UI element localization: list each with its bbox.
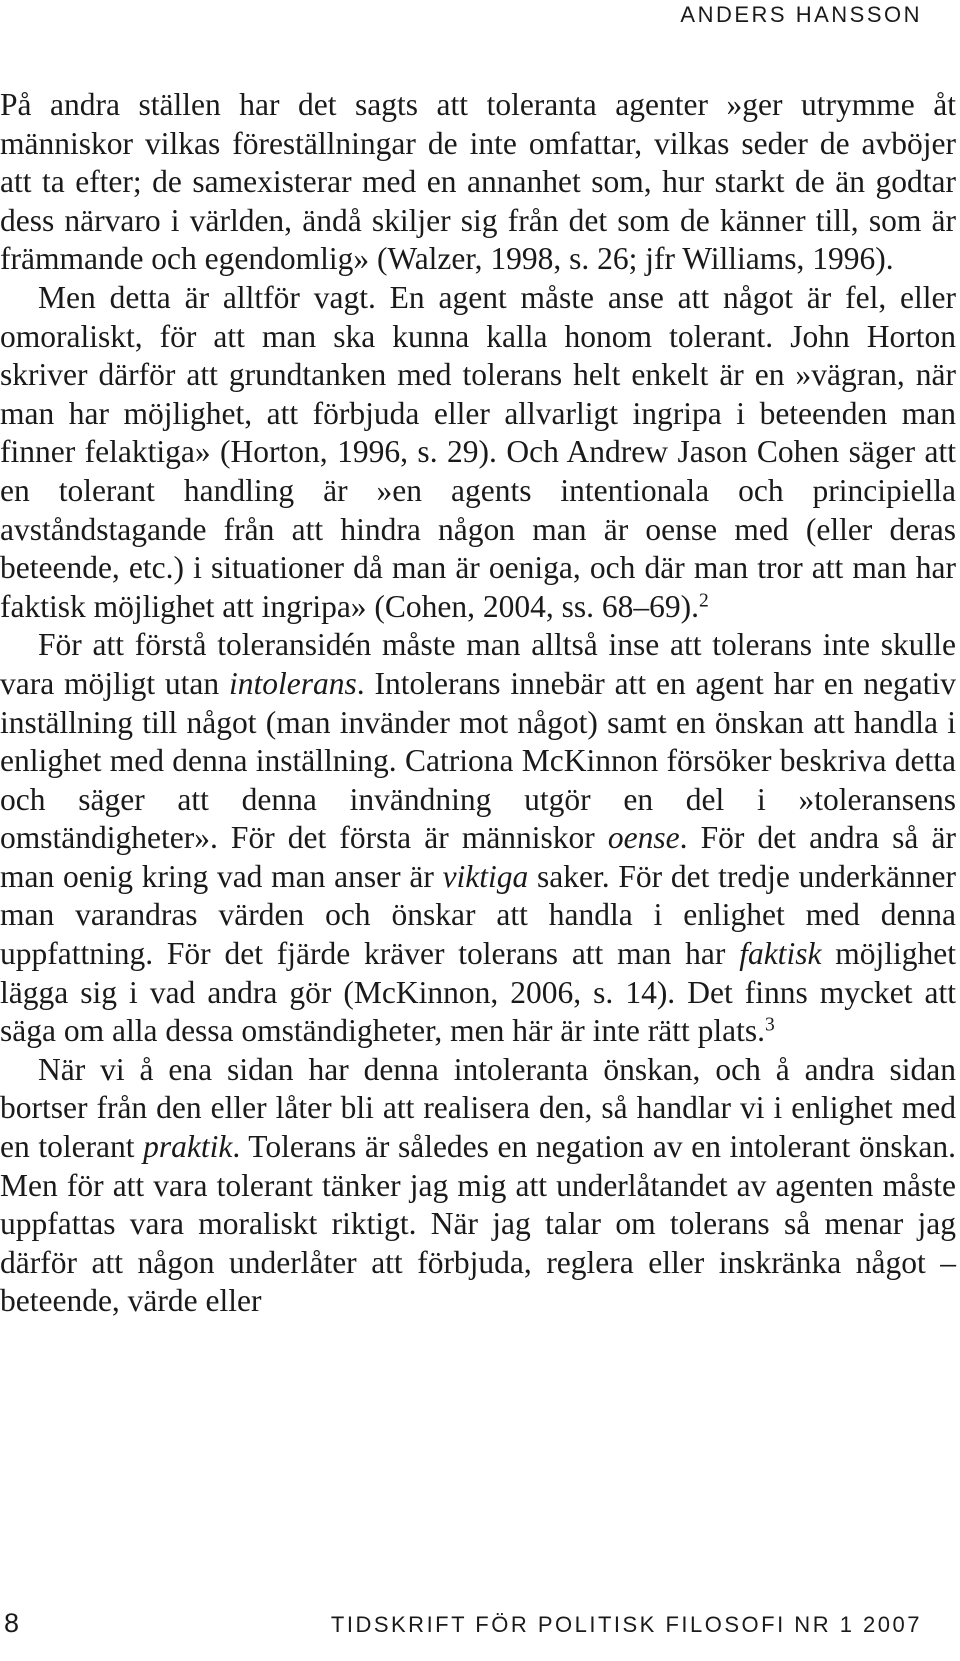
- text-run: För att förstå toleransidén måste man alltså inse att tolerans inte skulle vara möjligt utan: [0, 627, 956, 701]
- text-run: möjlighet lägga sig i vad andra gör (McKinnon, 2006, s. 14). Det finns mycket att säga om alla dessa omständigheter, men här är inte rätt plats.: [0, 936, 956, 1049]
- paragraph: [0, 279, 956, 626]
- emphasis: oense: [607, 820, 680, 856]
- emphasis: praktik: [143, 1129, 233, 1165]
- paragraph: [0, 1051, 956, 1321]
- text-run: Men detta är alltför vagt. En agent måste anse att något är fel, eller omoraliskt, för att man ska kunna kalla honom tolerant. John Horton skriver därför att grundtanken med tolerans helt enkelt är en »vägran, när man har möjlighet, att förbjuda eller allvarligt ingripa i beteenden man finner felaktiga» (Horton, 1996, s. 29). Och Andrew Jason Cohen säger att en tolerant handling är »en agents intentionala och principiella avståndstagande från att hindra någon man är oense med (eller deras beteende, etc.) i situationer då man är oeniga, och där man tror att man har faktisk möjlighet att ingripa» (Cohen, 2004, ss. 68–69).: [0, 279, 956, 624]
- running-head-author: ANDERS HANSSON: [680, 2, 922, 27]
- emphasis: intolerans: [229, 665, 357, 701]
- emphasis: faktisk: [739, 936, 822, 972]
- article-body: [0, 86, 956, 1321]
- text-run: . Tolerans är således en negation av en intolerant önskan. Men för att vara tolerant tänker jag mig att underlåtandet av agenten måste uppfattas vara moraliskt riktigt. När jag talar om tolerans så menar jag därför att någon underlåter att förbjuda, reglera eller inskränka något – beteende, värde eller: [0, 1129, 956, 1319]
- paragraph: [0, 86, 956, 279]
- emphasis: viktiga: [442, 858, 529, 894]
- footnote-ref: 3: [764, 1014, 775, 1036]
- text-run: . Intolerans innebär att en agent har en negativ inställning till något (man invänder mot något) samt en önskan att handla i enlighet med denna inställning. Catriona McKinnon försöker beskriva detta och säger att denna invändning utgör en del i »toleransens omständigheter». För det första är människor: [0, 665, 956, 856]
- footnote-ref: 2: [699, 589, 709, 611]
- text-run: . För det andra så är man oenig kring vad man anser är: [0, 820, 956, 894]
- text-run: saker. För det tredje underkänner man varandras värden och önskar att handla i enlighet med denna uppfattning. För det fjärde kräver tolerans att man har: [0, 858, 956, 972]
- text-run: När vi å ena sidan har denna intoleranta önskan, och å andra sidan bortser från den eller låter bli att realisera den, så handlar vi i enlighet med en tolerant: [0, 1051, 956, 1165]
- text-run: På andra ställen har det sagts att toleranta agenter »ger utrymme åt människor vilkas föreställningar de inte omfattar, vilkas seder de avböjer att ta efter; de samexisterar med en annanhet som, hur starkt de än godtar dess närvaro i världen, ändå skiljer sig från det som de känner till, som är främmande och egendomlig» (Walzer, 1998, s. 26; jfr Williams, 1996).: [0, 87, 956, 277]
- page-number: 8: [4, 1608, 20, 1638]
- journal-footer: TIDSKRIFT FÖR POLITISK FILOSOFI NR 1 2007: [330, 1612, 922, 1637]
- paragraph: [0, 626, 956, 1051]
